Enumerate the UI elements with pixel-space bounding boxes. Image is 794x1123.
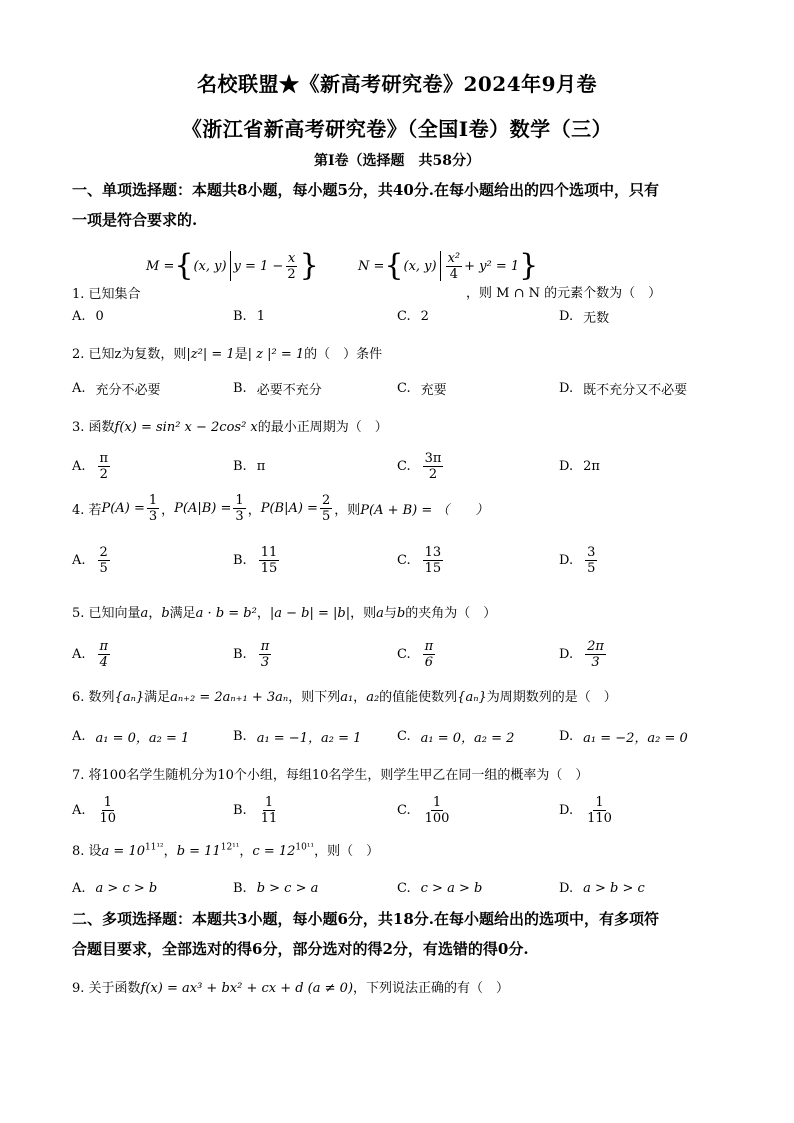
q9-text-a: 9. 关于函数 bbox=[72, 981, 141, 996]
q2-option-a[interactable]: A. 充分不必要 bbox=[72, 380, 161, 398]
q6-option-b[interactable]: B. a₁ = −1，a₂ = 1 bbox=[233, 728, 362, 746]
q5-option-d[interactable]: D. $\frac{2\pi}{3}$ bbox=[559, 638, 604, 670]
question-9 bbox=[72, 977, 509, 996]
q4-option-d[interactable]: D. $\frac{3}{5}$ bbox=[559, 544, 596, 576]
q5-vec-a: a bbox=[140, 606, 149, 621]
q6-option-c[interactable]: C. a₁ = 0，a₂ = 2 bbox=[397, 728, 515, 746]
q1-options bbox=[72, 296, 732, 336]
exam-title-line1: 名校联盟★《新高考研究卷》2024年9月卷 bbox=[196, 72, 598, 96]
q1-prefix: 1. 已知集合 bbox=[72, 287, 141, 302]
q3-text-a: 3. 函数 bbox=[72, 420, 115, 435]
q1-set-n: N = { (x, y) $\frac{\text{x²}}{4}$ + y² = 1 } bbox=[358, 248, 539, 283]
q2-option-b[interactable]: B. 必要不充分 bbox=[233, 380, 322, 398]
q5-cond2: |a − b| = |b| bbox=[269, 606, 351, 621]
q6-options bbox=[72, 716, 732, 756]
q4-p3: P(B|A) = bbox=[260, 500, 318, 516]
q5-option-a[interactable]: A. $\frac{\pi}{4}$ bbox=[72, 638, 109, 670]
section2-line1: 二、多项选择题：本题共3小题，每小题6分，共18分.在每小题给出的选项中，有多项符 bbox=[72, 910, 659, 928]
q8-options bbox=[72, 868, 732, 908]
q3-option-d[interactable]: D. 2π bbox=[559, 458, 600, 474]
q6-text-e: 的值能使数列 bbox=[379, 690, 458, 705]
q6-option-d[interactable]: D. a₁ = −2，a₂ = 0 bbox=[559, 728, 688, 746]
q1-set-n-lhs: N = bbox=[358, 258, 385, 274]
q1-set-m-cond: y = 1 − bbox=[233, 258, 284, 274]
q5-vec-b: b bbox=[161, 606, 170, 621]
q1-set-m-elem: (x, y) bbox=[193, 258, 227, 274]
q7-option-d[interactable]: D. $\frac{1}{110}$ bbox=[559, 794, 612, 826]
q6-text-c: ，则下列 bbox=[288, 690, 341, 705]
section1-line1: 一、单项选择题：本题共8小题，每小题5分，共40分.在每小题给出的四个选项中，只有 bbox=[72, 181, 659, 199]
section2-line2: 合题目要求，全部选对的得6分，部分选对的得2分，有选错的得0分. bbox=[72, 940, 529, 958]
section1-line2: 一项是符合要求的. bbox=[72, 211, 198, 229]
q5-option-c[interactable]: C. $\frac{\pi}{6}$ bbox=[397, 638, 434, 670]
question-5: 5. 已知向量a，b满足a · b = b²，|a − b| = |b|，则a与b的夹角为（ ） bbox=[72, 606, 497, 621]
q2-option-d[interactable]: D. 既不充分又不必要 bbox=[559, 380, 688, 398]
q1-set-n-elem: (x, y) bbox=[403, 258, 437, 274]
q5-option-b[interactable]: B. $\frac{\pi}{3}$ bbox=[233, 638, 270, 670]
q2-option-c[interactable]: C. 充要 bbox=[397, 380, 447, 398]
q2-expr2: | z |² = 1 bbox=[247, 347, 305, 362]
q1-option-b[interactable]: B. 1 bbox=[233, 308, 265, 324]
q2-text-b: 是 bbox=[234, 347, 248, 362]
q1-set-m: M = { (x, y) y = 1 − $\frac{x}{2}$ } bbox=[146, 248, 319, 283]
q6-text-a: 6. 数列 bbox=[72, 690, 115, 705]
q6-seq: {aₙ} bbox=[114, 690, 145, 705]
q8-option-d[interactable]: D. a > b > c bbox=[559, 880, 645, 896]
q2-expr1: |z²| = 1 bbox=[186, 347, 235, 362]
q5-text-c: ，则 bbox=[350, 606, 377, 621]
question-7: 7. 将100名学生随机分为10个小组，每组10名学生，则学生甲乙在同一组的概率为（ ） bbox=[72, 768, 589, 783]
q1-set-m-lhs: M = bbox=[146, 258, 175, 274]
question-6: 6. 数列{aₙ}满足aₙ₊₂ = 2aₙ₊₁ + 3aₙ，则下列a₁，a₂的值能使数列{aₙ}为周期数列的是（ ） bbox=[72, 690, 617, 705]
q9-expr: f(x) = ax³ + bx² + cx + d (a ≠ 0) bbox=[140, 981, 354, 996]
q4-options bbox=[72, 540, 732, 580]
q4-p2: P(A|B) = bbox=[174, 500, 232, 516]
section2-instructions bbox=[72, 904, 732, 964]
q6-text-b: 满足 bbox=[144, 690, 171, 705]
q7-option-b[interactable]: B. $\frac{1}{11}$ bbox=[233, 794, 278, 826]
q8-option-c[interactable]: C. c > a > b bbox=[397, 880, 483, 896]
question-3 bbox=[72, 416, 388, 435]
q4-p4: P(A + B) = （ ） bbox=[360, 502, 489, 518]
question-8: 8. 设$a = 10^{11^{12}}$，$b = 11^{12^{11}}$，$c = 12^{10^{11}}$，则（ ） bbox=[72, 842, 380, 859]
q2-text-c: 的（ ）条件 bbox=[304, 347, 383, 362]
q8-option-b[interactable]: B. b > c > a bbox=[233, 880, 319, 896]
q1-option-d[interactable]: D. 无数 bbox=[559, 308, 610, 326]
part-heading: 第I卷（选择题 共58分） bbox=[313, 153, 481, 169]
q2-options bbox=[72, 368, 732, 408]
q4-option-b[interactable]: B. $\frac{11}{15}$ bbox=[233, 544, 278, 576]
q1-suffix: ，则 M ∩ N 的元素个数为（ ） bbox=[466, 286, 662, 301]
q7-option-a[interactable]: A. $\frac{1}{10}$ bbox=[72, 794, 117, 826]
q3-option-c[interactable]: C. $\frac{3\pi}{2}$ bbox=[397, 450, 442, 482]
q1-option-c[interactable]: C. 2 bbox=[397, 308, 429, 324]
q5-cond1: a · b = b² bbox=[195, 606, 257, 621]
q8-text-a: 8. 设 bbox=[72, 844, 102, 859]
q8-a-expr: a = 10 bbox=[101, 844, 145, 859]
q6-relation: aₙ₊₂ = 2aₙ₊₁ + 3aₙ bbox=[170, 690, 289, 705]
q3-expr: f(x) = sin² x − 2cos² x bbox=[114, 420, 258, 435]
q6-text-f: 为周期数列的是（ ） bbox=[486, 690, 617, 705]
q8-option-a[interactable]: A. a > c > b bbox=[72, 880, 158, 896]
q2-text-a: 2. 已知z为复数，则 bbox=[72, 347, 187, 362]
q5-text-d: 与 bbox=[383, 606, 397, 621]
question-2 bbox=[72, 343, 382, 362]
q3-options bbox=[72, 446, 732, 486]
q3-option-a[interactable]: A. $\frac{\pi}{2}$ bbox=[72, 450, 109, 482]
q9-text-b: ，下列说法正确的有（ ） bbox=[353, 981, 510, 996]
q7-options bbox=[72, 790, 732, 830]
q5-options bbox=[72, 634, 732, 674]
q5-text-a: 5. 已知向量 bbox=[72, 606, 141, 621]
q1-set-m-frac: $\frac{x}{2}$ bbox=[287, 250, 296, 282]
question-1 bbox=[72, 246, 662, 302]
q5-text-e: 的夹角为（ ） bbox=[405, 606, 497, 621]
q6-option-a[interactable]: A. a₁ = 0，a₂ = 1 bbox=[72, 728, 190, 746]
q4-text-a: 4. 若 bbox=[72, 502, 102, 518]
question-4: 4. 若 P(A) = $\frac{1}{3}$ ， P(A|B) = $\frac{1}{3}$ ， P(B|A) = $\frac{2}{5}$ ，则 P(A + B) = （ ） bbox=[72, 492, 489, 524]
q3-option-b[interactable]: B. π bbox=[233, 458, 266, 474]
q5-text-b: 满足 bbox=[169, 606, 196, 621]
q1-set-n-frac: $\frac{\text{x²}}{4}$ bbox=[447, 250, 461, 282]
q8-text-b: ，则（ ） bbox=[314, 844, 380, 859]
exam-title-line2: 《浙江省新高考研究卷》（全国I卷）数学（三） bbox=[181, 117, 613, 141]
section1-instructions bbox=[72, 175, 732, 235]
q8-b-expr: b = 11 bbox=[176, 844, 221, 859]
q7-option-c[interactable]: C. $\frac{1}{100}$ bbox=[397, 794, 450, 826]
q1-set-n-cond: + y² = 1 bbox=[464, 258, 520, 274]
q4-option-a[interactable]: A. $\frac{2}{5}$ bbox=[72, 544, 108, 576]
q4-text-b: ，则 bbox=[334, 502, 361, 518]
q4-option-c[interactable]: C. $\frac{13}{15}$ bbox=[397, 544, 442, 576]
q3-text-b: 的最小正周期为（ ） bbox=[257, 420, 388, 435]
q1-option-a[interactable]: A. 0 bbox=[72, 308, 104, 324]
q8-c-expr: c = 12 bbox=[252, 844, 296, 859]
q4-p1: P(A) = bbox=[101, 500, 145, 516]
